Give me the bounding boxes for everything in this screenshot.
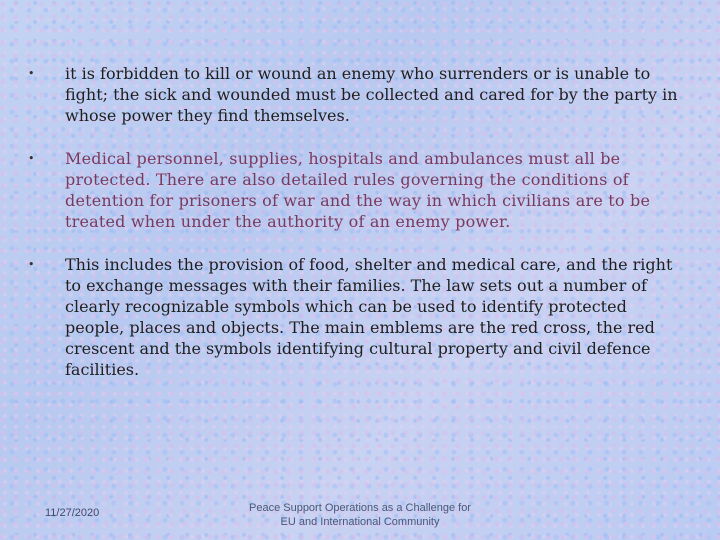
bullet-list xyxy=(28,63,678,402)
bullet-item xyxy=(28,148,678,232)
bullet-text: Medical personnel, supplies, hospitals and ambulances must all be protected. There are also detailed rules governing the conditions of detention for prisoners of war and the way in which civilians are to be treated when under the authority of an enemy power. xyxy=(65,149,651,231)
bullet-item xyxy=(28,254,678,380)
footer-title: Peace Support Operations as a Challenge for EU and International Community xyxy=(249,502,471,528)
bullet-text: This includes the provision of food, shelter and medical care, and the right to exchange messages with their families. The law sets out a number of clearly recognizable symbols which can be used to identify protected people, places and objects. The main emblems are the red cross, the red crescent and the symbols identifying cultural property and civil defence facilities. xyxy=(65,255,673,379)
bullet-dot: • xyxy=(28,152,35,165)
bullet-dot: • xyxy=(28,67,35,80)
bullet-item xyxy=(28,63,678,126)
bullet-dot: • xyxy=(28,258,35,271)
bullet-text: it is forbidden to kill or wound an enemy who surrenders or is unable to fight; the sick and wounded must be collected and cared for by the party in whose power they find themselves. xyxy=(65,64,678,125)
footer-date: 11/27/2020 xyxy=(45,507,100,519)
